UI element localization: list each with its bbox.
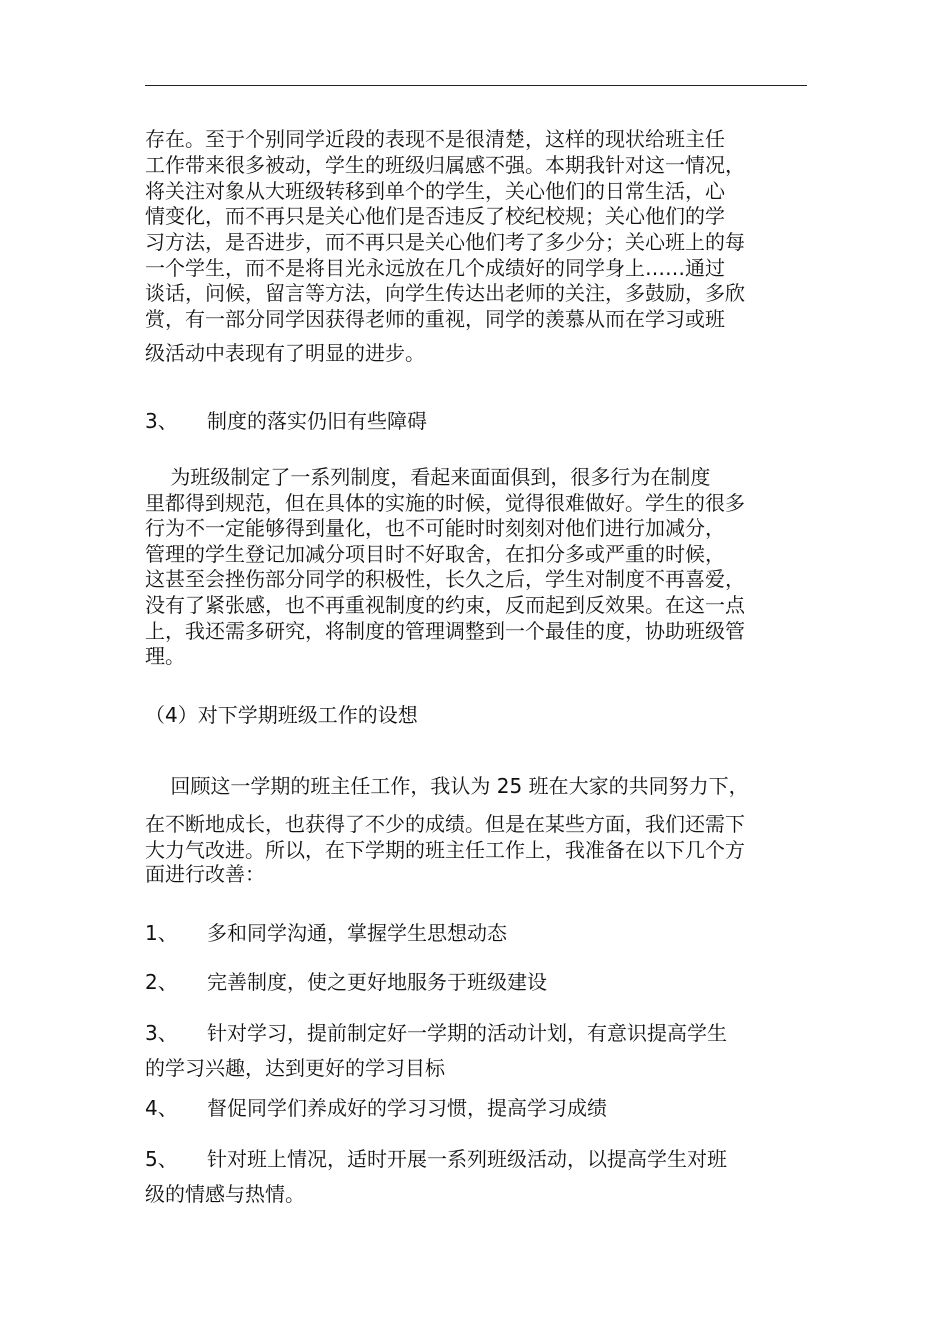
paragraph-2-line: 上，我还需多研究，将制度的管理调整到一个最佳的度，协助班级管 <box>145 619 745 643</box>
section-4-heading: （4）对下学期班级工作的设想 <box>145 703 418 727</box>
plan-item-number: 5、 <box>145 1147 178 1171</box>
paragraph-2-line: 这甚至会挫伤部分同学的积极性，长久之后，学生对制度不再喜爱， <box>145 567 745 591</box>
plan-item <box>145 970 547 994</box>
plan-item-text: 多和同学沟通，掌握学生思想动态 <box>207 921 507 945</box>
paragraph-1-line: 存在。至于个别同学近段的表现不是很清楚，这样的现状给班主任 <box>145 127 725 151</box>
paragraph-1-line: 工作带来很多被动，学生的班级归属感不强。本期我针对这一情况， <box>145 153 745 177</box>
plan-item-continuation: 级的情感与热情。 <box>145 1182 305 1206</box>
paragraph-1-line: 将关注对象从大班级转移到单个的学生，关心他们的日常生活，心 <box>145 179 725 203</box>
paragraph-3-line: 回顾这一学期的班主任工作，我认为 25 班在大家的共同努力下， <box>145 774 749 798</box>
paragraph-1-line: 习方法，是否进步，而不再只是关心他们考了多少分；关心班上的每 <box>145 230 745 254</box>
paragraph-2-line: 为班级制定了一系列制度，看起来面面俱到，很多行为在制度 <box>145 465 711 489</box>
plan-item-number: 1、 <box>145 921 178 945</box>
paragraph-1-line: 赏，有一部分同学因获得老师的重视，同学的羡慕从而在学习或班 <box>145 307 725 331</box>
section-3-number: 3、 <box>145 409 178 433</box>
plan-item-continuation: 的学习兴趣，达到更好的学习目标 <box>145 1056 445 1080</box>
section-3-heading <box>145 409 427 433</box>
plan-item-number: 3、 <box>145 1021 178 1045</box>
plan-item <box>145 1021 727 1045</box>
paragraph-2-line: 里都得到规范，但在具体的实施的时候，觉得很难做好。学生的很多 <box>145 491 745 515</box>
paragraph-3-line: 面进行改善： <box>145 862 265 886</box>
plan-item-number: 2、 <box>145 970 178 994</box>
section-3-title: 制度的落实仍旧有些障碍 <box>207 409 427 433</box>
plan-item-number: 4、 <box>145 1096 178 1120</box>
paragraph-1-line: 一个学生，而不是将目光永远放在几个成绩好的同学身上……通过 <box>145 256 725 280</box>
plan-item-text: 完善制度，使之更好地服务于班级建设 <box>207 970 547 994</box>
plan-item-text: 督促同学们养成好的学习习惯，提高学习成绩 <box>207 1096 607 1120</box>
paragraph-1-line: 谈话，问候，留言等方法，向学生传达出老师的关注，多鼓励，多欣 <box>145 281 745 305</box>
paragraph-2-line: 管理的学生登记加减分项目时不好取舍，在扣分多或严重的时候， <box>145 542 725 566</box>
header-rule <box>145 85 807 86</box>
plan-item-text: 针对学习，提前制定好一学期的活动计划，有意识提高学生 <box>207 1021 727 1045</box>
paragraph-2-line: 没有了紧张感，也不再重视制度的约束，反而起到反效果。在这一点 <box>145 593 745 617</box>
plan-item <box>145 1096 607 1120</box>
paragraph-2-line: 行为不一定能够得到量化，也不可能时时刻刻对他们进行加减分， <box>145 516 725 540</box>
plan-item <box>145 921 507 945</box>
paragraph-2-line: 理。 <box>145 644 185 668</box>
plan-item-text: 针对班上情况，适时开展一系列班级活动，以提高学生对班 <box>207 1147 727 1171</box>
paragraph-3-line: 大力气改进。所以，在下学期的班主任工作上，我准备在以下几个方 <box>145 838 745 862</box>
plan-item <box>145 1147 727 1171</box>
paragraph-1-line: 情变化，而不再只是关心他们是否违反了校纪校规；关心他们的学 <box>145 204 725 228</box>
paragraph-3-line: 在不断地成长，也获得了不少的成绩。但是在某些方面，我们还需下 <box>145 812 745 836</box>
paragraph-1-line: 级活动中表现有了明显的进步。 <box>145 341 425 365</box>
